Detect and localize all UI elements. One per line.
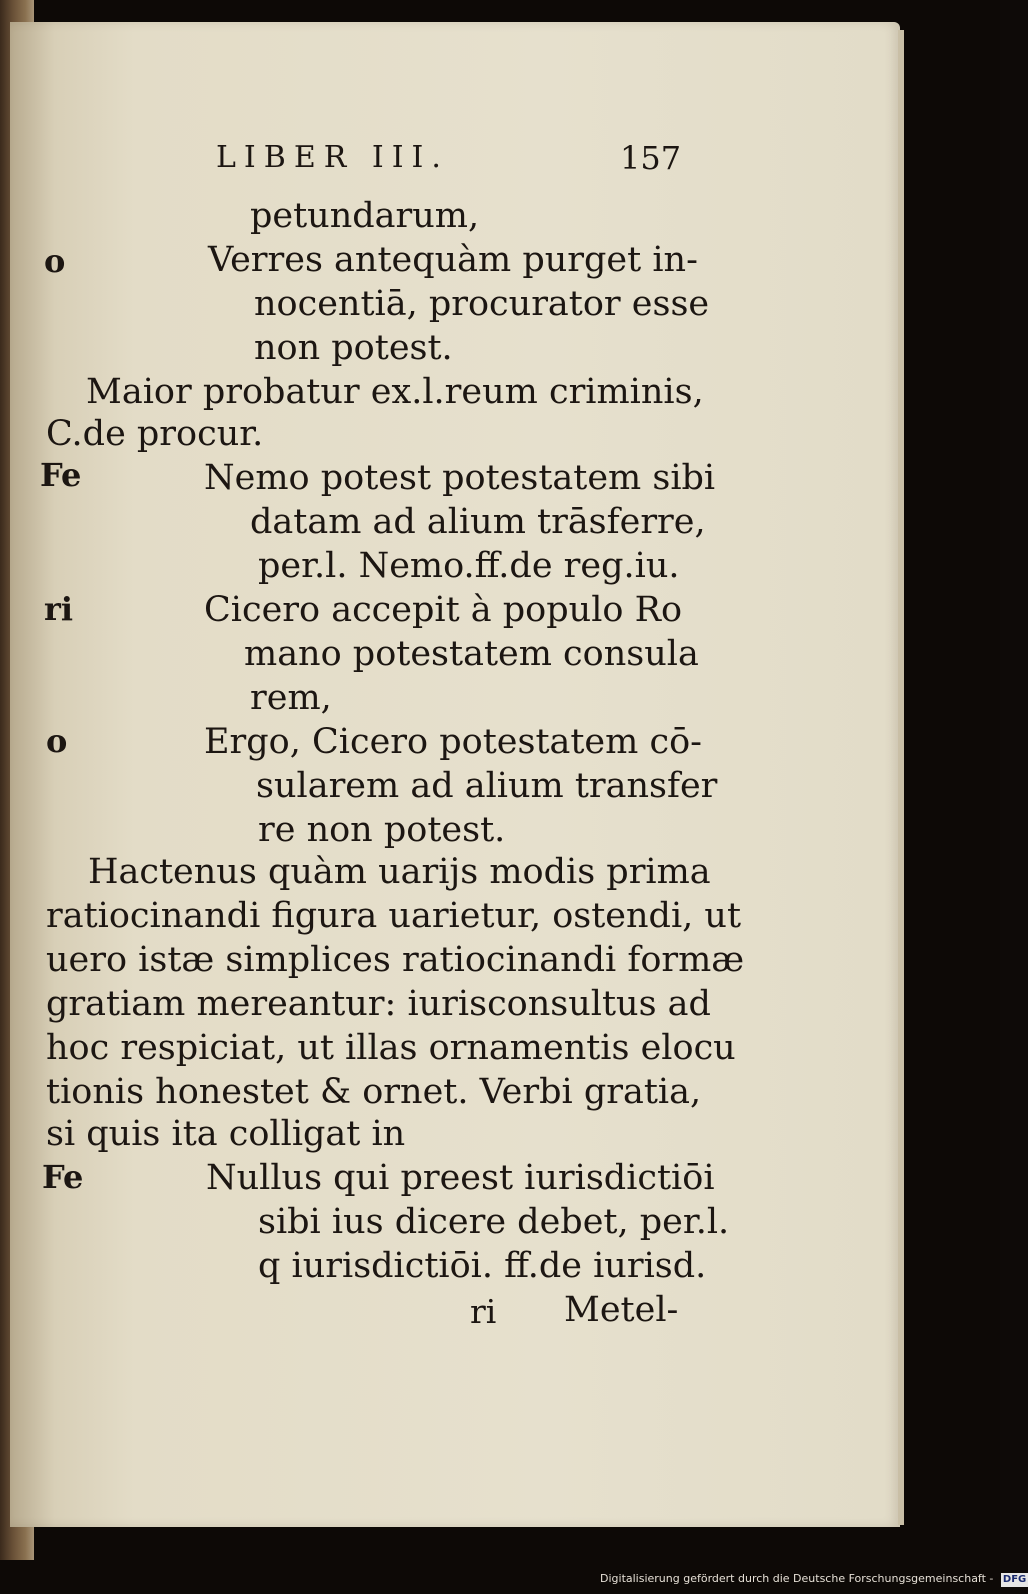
- text-line: datam ad alium trāsferre,: [250, 502, 706, 542]
- text-line: Maior probatur ex.l.reum criminis,: [86, 372, 704, 412]
- page-number: 157: [620, 139, 682, 177]
- catchword: Metel-: [564, 1290, 679, 1330]
- text-line: mano potestatem consula: [244, 634, 699, 674]
- margin-label: o: [46, 722, 68, 760]
- text-line: nocentiā, procurator esse: [254, 284, 710, 324]
- text-line: rem,: [250, 678, 332, 718]
- text-line: Nullus qui preest iurisdictiōi: [206, 1158, 715, 1198]
- text-line: hoc respiciat, ut illas ornamentis elocu: [46, 1028, 736, 1068]
- text-line: Hactenus quàm uarijs modis prima: [88, 852, 711, 892]
- margin-label: ri: [44, 590, 74, 628]
- text-line: petundarum,: [250, 196, 480, 236]
- footer-text: Digitalisierung gefördert durch die Deutsche Forschungsgemeinschaft -: [600, 1572, 994, 1585]
- text-line: Ergo, Cicero potestatem cō-: [204, 722, 702, 762]
- text-line: Nemo potest potestatem sibi: [204, 458, 716, 498]
- text-line: non potest.: [254, 328, 453, 368]
- text-line: tionis honestet & ornet. Verbi gratia,: [46, 1072, 702, 1112]
- dfg-logo: DFG: [1002, 1574, 1027, 1585]
- margin-label: Fe: [42, 1158, 84, 1196]
- text-line: per.l. Nemo.ff.de reg.iu.: [258, 546, 680, 586]
- text-line: gratiam mereantur: iurisconsultus ad: [46, 984, 711, 1024]
- text-line: sularem ad alium transfer: [256, 766, 718, 806]
- text-line: sibi ius dicere debet, per.l.: [258, 1202, 730, 1242]
- text-line: q iurisdictiōi. ff.de iurisd.: [258, 1246, 707, 1286]
- text-line: ratiocinandi figura uarietur, ostendi, ut: [46, 896, 742, 936]
- text-line: uero istæ simplices ratiocinandi formæ: [46, 940, 745, 980]
- running-title: LIBER III.: [216, 140, 449, 175]
- text-line: C.de procur.: [46, 414, 264, 454]
- margin-label: Fe: [40, 456, 82, 494]
- digitization-footer: [600, 1572, 1027, 1590]
- text-line: si quis ita colligat in: [46, 1114, 406, 1154]
- page-edge: [898, 30, 904, 1525]
- text-line: Verres antequàm purget in-: [208, 240, 698, 280]
- text-line: Cicero accepit à populo Ro: [204, 590, 683, 630]
- catchword-ri: ri: [470, 1292, 497, 1331]
- text-line: re non potest.: [258, 810, 506, 850]
- margin-label: o: [44, 242, 66, 280]
